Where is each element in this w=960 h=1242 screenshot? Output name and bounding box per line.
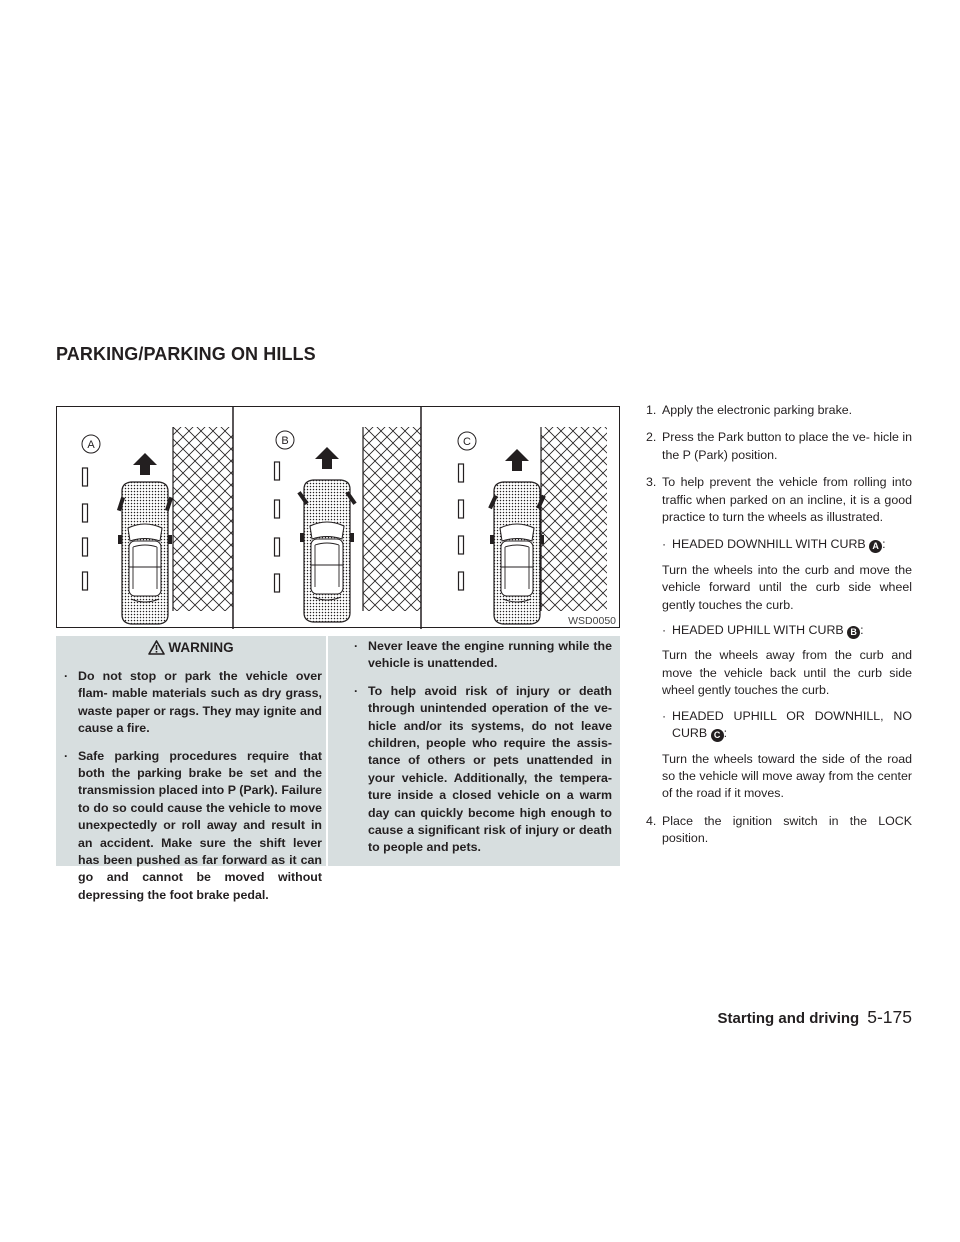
chapter-name: Starting and driving	[717, 1010, 860, 1027]
figure-code: WSD0050	[568, 615, 616, 627]
warning-divider	[326, 636, 328, 866]
sub-desc: Turn the wheels away from the curb and move the vehicle back until the curb side wheel gently touches the curb.	[662, 648, 912, 698]
sub-desc: Turn the wheels toward the side of the road so the vehicle will move away from the center of the road if it moves.	[662, 751, 912, 801]
warning-item: · To help avoid risk of injury or death through unintended operation of the ve- hicle and/or its systems, do not leave children, people who require the assis- tance of others or pets unattended in your vehicle. Additionally, the tempera- ture inside a closed vehicle on a warm day can quickly become high enough to cause a significant risk of injury or death to people and pets.	[354, 683, 612, 855]
warning-left-column	[64, 668, 322, 914]
circle-letter-c-icon: C	[711, 729, 724, 742]
panel-label-b: B	[281, 435, 289, 447]
panel-label-a: A	[87, 439, 95, 451]
warning-triangle-icon	[148, 640, 165, 655]
panel-a	[82, 407, 233, 629]
sub-item-downhill-curb: · HEADED DOWNHILL WITH CURB A :	[662, 537, 886, 552]
panel-b	[275, 407, 422, 629]
parking-diagram	[57, 407, 621, 629]
procedure-steps	[646, 402, 912, 858]
circle-letter-b-icon: B	[847, 626, 860, 639]
page-number: 5-175	[867, 1007, 912, 1027]
step-4: 4. Place the ignition switch in the LOCK position.	[646, 813, 912, 846]
sub-item-uphill-curb: · HEADED UPHILL WITH CURB B :	[662, 623, 864, 638]
warning-item: · Never leave the engine running while the vehicle is unattended.	[354, 639, 612, 671]
warning-title: WARNING	[168, 639, 234, 655]
section-title: PARKING/PARKING ON HILLS	[56, 344, 316, 364]
circle-letter-a-icon: A	[869, 540, 882, 553]
step-1: 1. Apply the electronic parking brake.	[646, 403, 853, 417]
warning-item: · Safe parking procedures require that both the parking brake be set and the transmission placed into P (Park). Failure to do so could cause the vehicle to move unexpectedly or roll away and result in an accident. Make sure the shift lever has been pushed as far forward as it can go and cannot be moved without depressing the foot brake pedal.	[64, 748, 322, 902]
step-3: 3. To help prevent the vehicle from rolling into traffic when parked on an incline, it is a good practice to turn the wheels as illustrated.	[646, 475, 912, 525]
panel-label-c: C	[463, 436, 471, 448]
sub-desc: Turn the wheels into the curb and move the vehicle forward until the curb side wheel gently touches the curb.	[662, 562, 912, 612]
panel-c	[458, 427, 607, 624]
warning-heading	[56, 636, 326, 658]
warning-box	[56, 636, 620, 902]
warning-right-column	[354, 638, 612, 867]
warning-item: · Do not stop or park the vehicle over flam- mable materials such as dry grass, waste paper or rags. They may ignite and cause a fire.	[64, 669, 322, 736]
sub-item-no-curb: · HEADED UPHILL OR DOWNHILL, NO CURB C :	[662, 708, 912, 741]
step-2: 2. Press the Park button to place the ve- hicle in the P (Park) position.	[646, 430, 912, 462]
parking-illustration	[56, 406, 620, 628]
page-footer	[718, 1007, 912, 1028]
